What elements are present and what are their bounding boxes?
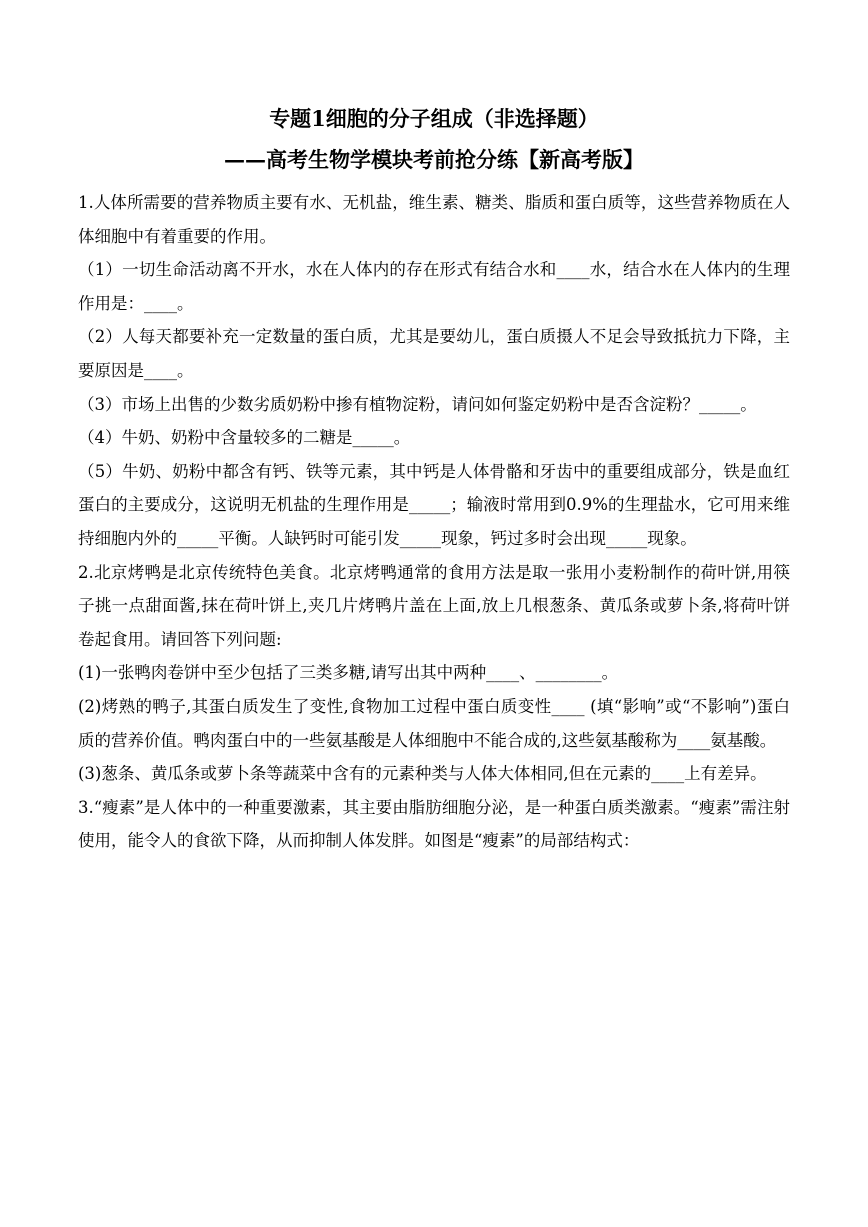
question-2-part-2: (2)烤熟的鸭子,其蛋白质发生了变性,食物加工过程中蛋白质变性____ (填“影响”或“不影响”)蛋白质的营养价值。鸭肉蛋白中的一些氨基酸是人体细胞中不能合成的,这些氨基酸称为____氨基酸。	[78, 696, 790, 750]
question-1-part-2: （2）人每天都要补充一定数量的蛋白质，尤其是要幼儿，蛋白质摄人不足会导致抵抗力下降，主要原因是____。	[78, 327, 790, 380]
question-3-stem: 3.“瘦素”是人体中的一种重要激素，其主要由脂肪细胞分泌，是一种蛋白质类激素。“瘦素”需注射使用，能令人的食欲下降，从而抑制人体发胖。如图是“瘦素”的局部结构式：	[78, 797, 790, 851]
question-1-part-4: （4）牛奶、奶粉中含量较多的二糖是_____。	[78, 428, 411, 448]
document-subtitle: ——高考生物学模块考前抢分练【新高考版】	[224, 147, 644, 172]
question-2-part-1: (1)一张鸭肉卷饼中至少包括了三类多糖,请写出其中两种____、________。	[78, 663, 619, 683]
question-1-stem: 1.人体所需要的营养物质主要有水、无机盐，维生素、糖类、脂质和蛋白质等，这些营养物质在人体细胞中有着重要的作用。	[78, 193, 790, 246]
question-1-part-3: （3）市场上出售的少数劣质奶粉中掺有植物淀粉，请问如何鉴定奶粉中是否含淀粉？_____。	[78, 394, 757, 414]
question-1-part-5: （5）牛奶、奶粉中都含有钙、铁等元素，其中钙是人体骨骼和牙齿中的重要组成部分，铁是血红蛋白的主要成分，这说明无机盐的生理作用是_____；输液时常用到0.9%的生理盐水，它可用来维持细胞内外的_____平衡。人缺钙时可能引发_____现象，钙过多时会出现_____现象。	[78, 461, 790, 548]
question-2-stem: 2.北京烤鸭是北京传统特色美食。北京烤鸭通常的食用方法是取一张用小麦粉制作的荷叶饼,用筷子挑一点甜面酱,抹在荷叶饼上,夹几片烤鸭片盖在上面,放上几根葱条、黄瓜条或萝卜条,将荷叶饼卷起食用。请回答下列问题:	[78, 562, 790, 649]
question-1-part-1: （1）一切生命活动离不开水，水在人体内的存在形式有结合水和____水，结合水在人体内的生理作用是：____。	[78, 260, 790, 313]
document-body	[78, 186, 790, 858]
document-title: 专题1细胞的分子组成（非选择题）	[269, 106, 599, 131]
question-2-part-3: (3)葱条、黄瓜条或萝卜条等蔬菜中含有的元素种类与人体大体相同,但在元素的____上有差异。	[78, 764, 767, 784]
